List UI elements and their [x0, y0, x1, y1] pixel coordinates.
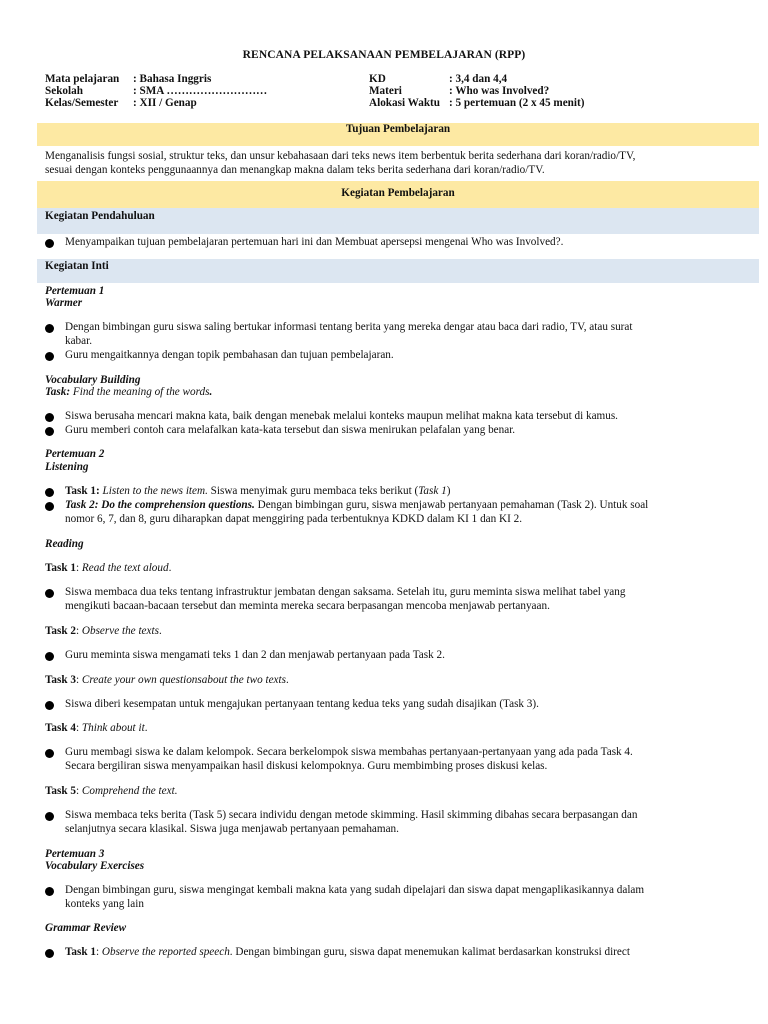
bullet-text: kabar. [65, 335, 93, 347]
grammar-review-title: Grammar Review [45, 922, 127, 934]
task-label: Task 5 [45, 785, 76, 797]
task-label: Task 3 [45, 674, 76, 686]
task-title: Read the text aloud [81, 562, 169, 574]
pendahuluan-heading-text: Kegiatan Pendahuluan [45, 210, 155, 222]
task-ref: Task 1 [418, 485, 447, 497]
list-item [45, 409, 735, 423]
bullet-text: Siswa membaca teks berita (Task 5) secara individu dengan metode skimming. Hasil skimming dibahas secara berpasangan dan [65, 809, 638, 821]
sekolah-value: : SMA ……………………… [133, 85, 268, 97]
task-3-line [45, 673, 735, 687]
task-sep: : [76, 625, 82, 637]
list-item [45, 498, 735, 526]
bullet-icon [45, 652, 54, 661]
info-row [45, 85, 735, 97]
vocab-building-title: Vocabulary Building [45, 374, 141, 386]
list-item [45, 484, 735, 498]
task-2-line [45, 624, 735, 638]
bullet-icon [45, 887, 54, 896]
task-text: Find the meaning of the words [70, 386, 210, 398]
reading-title: Reading [45, 538, 84, 550]
list-item [45, 945, 735, 959]
task-sep: : [96, 946, 102, 958]
bullet-text: konteks yang lain [65, 898, 144, 910]
bullet-text: Guru meminta siswa mengamati teks 1 dan 2 dan menjawab pertanyaan pada Task 2. [65, 649, 445, 661]
bullet-text: mengikuti bacaan-bacaan tersebut dan meminta mereka secara berpasangan mencoba menjawab pertanyaan. [65, 600, 550, 612]
warmer-title: Warmer [45, 297, 83, 309]
task-sep: : [76, 562, 82, 574]
bullet-text: Dengan bimbingan guru, siswa mengingat kembali makna kata yang sudah dipelajari dan siswa dapat mengaplikasikannya dalam [65, 884, 645, 896]
bullet-text: Menyampaikan tujuan pembelajaran pertemuan hari ini dan Membuat apersepsi mengenai Who was Involved?. [65, 236, 564, 248]
pertemuan-2-title: Pertemuan 2 [45, 448, 105, 460]
list-item [45, 808, 735, 836]
bullet-text: Siswa membaca dua teks tentang infrastruktur jembatan dengan saksama. Setelah itu, guru meminta siswa melihat tabel yang [65, 586, 626, 598]
list-item [45, 423, 735, 437]
list-item [45, 235, 735, 249]
bullet-text: . Dengan bimbingan guru, siswa dapat menemukan kalimat berdasarkan konstruksi direct [229, 946, 630, 958]
task-label: Task 1: [65, 485, 100, 497]
bullet-icon [45, 324, 54, 333]
listening-title: Listening [45, 461, 89, 473]
task-label: Task 1 [45, 562, 76, 574]
bullet-text: Dengan bimbingan guru siswa saling bertukar informasi tentang berita yang mereka dengar atau baca dari radio, TV, atau surat [65, 321, 633, 333]
kegiatan-heading [37, 181, 759, 208]
inti-heading-text: Kegiatan Inti [45, 260, 109, 272]
kelas-label: Kelas/Semester [45, 97, 119, 109]
bullet-icon [45, 352, 54, 361]
task-end: . [144, 722, 148, 734]
bullet-icon [45, 239, 54, 248]
pertemuan-1-title: Pertemuan 1 [45, 285, 105, 297]
list-item [45, 320, 735, 348]
sekolah-label: Sekolah [45, 85, 83, 97]
task-title: Observe the reported speech [101, 946, 230, 958]
bullet-icon [45, 812, 54, 821]
mapel-label: Mata pelajaran [45, 73, 120, 85]
tujuan-heading [37, 123, 759, 146]
task-end: . [209, 386, 213, 398]
list-item [45, 348, 735, 362]
bullet-icon [45, 413, 54, 422]
kelas-value: : XII / Genap [133, 97, 197, 109]
bullet-icon [45, 949, 54, 958]
task-title: Listen to the news item. [99, 485, 208, 497]
vocab-task-line [45, 385, 735, 399]
tujuan-heading-text: Tujuan Pembelajaran [345, 123, 451, 135]
bullet-icon [45, 589, 54, 598]
bullet-text: Siswa berusaha mencari makna kata, baik dengan menebak melalui konteks maupun melihat makna kata tersebut di kamus. [65, 410, 618, 422]
task-sep: : [76, 785, 82, 797]
task-title: Comprehend the text. [81, 785, 178, 797]
task-1-line [45, 561, 735, 575]
list-item [45, 697, 735, 711]
list-item [45, 585, 735, 613]
bullet-text: Siswa diberi kesempatan untuk mengajukan pertanyaan tentang kedua teks yang sudah disajikan (Task 3). [65, 698, 539, 710]
kd-value: : 3,4 dan 4,4 [449, 73, 508, 85]
bullet-text: Secara bergiliran siswa menyampaikan hasil diskusi kelompoknya. Guru membimbing proses diskusi kelas. [65, 760, 548, 772]
bullet-icon [45, 502, 54, 511]
task-title: Observe the texts [81, 625, 159, 637]
bullet-icon [45, 749, 54, 758]
bullet-text: Siswa menyimak guru membaca teks berikut ( [207, 485, 419, 497]
materi-label: Materi [369, 85, 402, 97]
alokasi-value: : 5 pertemuan (2 x 45 menit) [449, 97, 585, 109]
bullet-text: Guru memberi contoh cara melafalkan kata-kata tersebut dan siswa menirukan pelafalan yang benar. [65, 424, 516, 436]
bullet-text: Dengan bimbingan guru, siswa menjawab pertanyaan pemahaman (Task 2). Untuk soal [254, 499, 649, 511]
task-label: Task 2 [45, 625, 76, 637]
vocab-exercises-title: Vocabulary Exercises [45, 860, 145, 872]
task-sep: : [76, 674, 82, 686]
kegiatan-heading-text: Kegiatan Pembelajaran [341, 187, 455, 199]
task-4-line [45, 721, 735, 735]
bullet-icon [45, 427, 54, 436]
task-title: Think about it [81, 722, 145, 734]
info-block [45, 73, 735, 109]
tujuan-line: Menganalisis fungsi sosial, struktur teks, dan unsur kebahasaan dari teks news item berbentuk berita sederhana dari koran/radio/TV, [45, 150, 636, 162]
task-title: Create your own questionsabout the two texts [81, 674, 286, 686]
task-label: Task: [45, 386, 71, 398]
task-label: Task 2: Do the comprehension questions. [65, 499, 255, 511]
materi-value: : Who was Involved? [449, 85, 550, 97]
pendahuluan-heading [37, 208, 759, 234]
task-end: . [168, 562, 172, 574]
list-item [45, 648, 735, 662]
list-item [45, 745, 735, 773]
task-end: . [158, 625, 162, 637]
bullet-icon [45, 488, 54, 497]
info-row [45, 97, 735, 109]
inti-heading [37, 259, 759, 283]
list-item [45, 883, 735, 911]
bullet-text: nomor 6, 7, dan 8, guru diharapkan dapat menggiring pada terbentuknya KDKD dalam KI 1 dan KI 2. [65, 513, 523, 525]
tujuan-line: sesuai dengan konteks penggunaannya dan menangkap makna dalam teks berita sederhana dari koran/radio/TV. [45, 164, 545, 176]
pertemuan-3-title: Pertemuan 3 [45, 848, 105, 860]
alokasi-label: Alokasi Waktu [369, 97, 440, 109]
mapel-value: : Bahasa Inggris [133, 73, 212, 85]
task-end: . [285, 674, 289, 686]
tujuan-text [45, 149, 735, 177]
document-title: RENCANA PELAKSANAAN PEMBELAJARAN (RPP) [242, 49, 526, 61]
task-label: Task 1 [65, 946, 96, 958]
bullet-icon [45, 701, 54, 710]
task-5-line [45, 784, 735, 798]
bullet-text: Guru mengaitkannya dengan topik pembahasan dan tujuan pembelajaran. [65, 349, 394, 361]
bullet-text: Guru membagi siswa ke dalam kelompok. Secara berkelompok siswa membahas pertanyaan-pertanyaan yang ada pada Task 4. [65, 746, 633, 758]
task-sep: : [76, 722, 82, 734]
bullet-text: selanjutnya secara klasikal. Siswa juga menjawab pertanyaan pemahaman. [65, 823, 399, 835]
kd-label: KD [369, 73, 386, 85]
info-row [45, 73, 735, 85]
task-label: Task 4 [45, 722, 76, 734]
bullet-text-end: ) [446, 485, 451, 497]
